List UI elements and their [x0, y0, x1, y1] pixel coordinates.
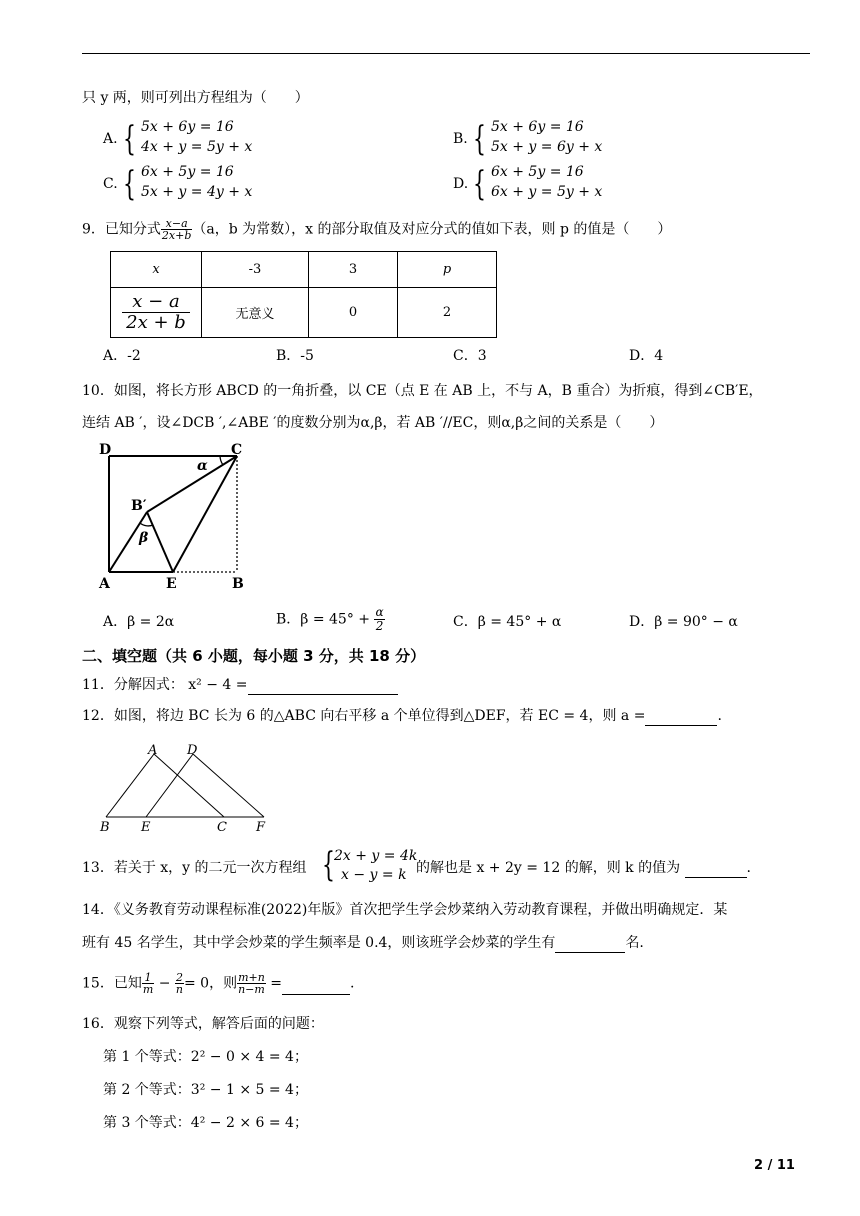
table-cell: 无意义	[202, 288, 309, 338]
q9-option-c[interactable]: C．3	[453, 348, 487, 364]
q16-equation-3: 第 3 个等式：4² − 2 × 6 = 4；	[103, 1115, 308, 1131]
q9-option-a[interactable]: A．-2	[103, 348, 141, 364]
q15-stem: 15．已知 $\frac{1}{m}$ − $\frac{2}{n}$ = 0，则 $\frac{m+n}{n-m}$ = .	[82, 971, 355, 996]
label-a: A	[148, 743, 158, 758]
table-cell: 2	[398, 288, 497, 338]
label-bprime: B′	[131, 498, 147, 514]
q9-option-b[interactable]: B．-5	[276, 348, 314, 364]
page-number: 2 / 11	[754, 1158, 795, 1173]
label-e: E	[166, 576, 177, 592]
label-c: C	[231, 442, 243, 458]
q16-equation-1: 第 1 个等式：2² − 0 × 4 = 4；	[103, 1049, 308, 1065]
label-alpha: α	[197, 458, 208, 474]
answer-blank[interactable]	[685, 861, 747, 878]
label-beta: β	[139, 530, 149, 546]
q16-equation-2: 第 2 个等式：3² − 1 × 5 = 4；	[103, 1082, 308, 1098]
q13-stem: 13．若关于 x，y 的二元一次方程组 { 2x + y = 4k x − y = k 的解也是 x + 2y = 12 的解，则 k 的值为 .	[82, 845, 751, 885]
table-cell: 0	[309, 288, 398, 338]
table-cell: x	[111, 252, 202, 288]
q10-figure	[95, 442, 255, 592]
table-cell: p	[398, 252, 497, 288]
edge-bpe	[147, 512, 173, 572]
q10-stem-line2: 连结 AB ′，设∠DCB ′,∠ABE ′的度数分别为α,β，若 AB ′//EC，则α,β之间的关系是（ ）	[82, 415, 664, 431]
q9-option-d[interactable]: D．4	[629, 348, 664, 364]
q10-option-a[interactable]: A．β = 2α	[103, 614, 175, 630]
label-f: F	[256, 820, 266, 834]
label-a: A	[99, 576, 110, 592]
q14-line2: 班有 45 名学生，其中学会炒菜的学生频率是 0.4，则该班学会炒菜的学生有 名.	[82, 935, 644, 951]
q9-value-table	[110, 251, 497, 338]
q10-option-b[interactable]: B．β = 45° + $\frac{\alpha}{2}$	[276, 605, 384, 633]
label-d: D	[187, 743, 198, 758]
header-rule	[82, 53, 810, 54]
answer-blank[interactable]	[645, 709, 717, 726]
q10-option-c[interactable]: C．β = 45° + α	[453, 614, 562, 630]
answer-blank[interactable]	[555, 936, 625, 953]
table-cell-fraction: $\frac{x - a}{2x + b}$	[111, 288, 202, 338]
table-cell: -3	[202, 252, 309, 288]
q12-stem: 12．如图，将边 BC 长为 6 的△ABC 向右平移 a 个单位得到△DEF，若 EC = 4，则 a = .	[82, 708, 722, 724]
section-heading-fill-in: 二、填空题（共 6 小题，每小题 3 分，共 18 分）	[82, 647, 426, 665]
q10-stem-line1: 10．如图，将长方形 ABCD 的一角折叠，以 CE（点 E 在 AB 上，不与 A，B 重合）为折痕，得到∠CB′E，	[82, 383, 763, 399]
q9-stem: 9．已知分式 $\frac{x-a}{2x+b}$ （a，b 为常数），x 的部分取值及对应分式的值如下表，则 p 的值是（ ）	[82, 217, 672, 242]
q10-option-d[interactable]: D．β = 90° − α	[629, 614, 738, 630]
label-c: C	[217, 820, 227, 834]
label-b: B	[232, 576, 244, 592]
answer-blank[interactable]	[282, 978, 350, 995]
label-d: D	[99, 442, 112, 458]
table-cell: 3	[309, 252, 398, 288]
q16-intro: 16．观察下列等式，解答后面的问题：	[82, 1016, 324, 1032]
edge-cbp	[147, 456, 237, 512]
q8-continuation: 只 y 两，则可列出方程组为（ ）	[82, 90, 309, 106]
answer-blank[interactable]	[248, 678, 398, 695]
label-e: E	[141, 820, 151, 834]
q11: 11．分解因式： x² − 4 =	[82, 675, 398, 695]
q12-figure	[98, 742, 278, 834]
q9-fraction: $\frac{x-a}{2x+b}$	[161, 217, 192, 242]
label-b: B	[100, 820, 110, 834]
q14-line1: 14．《义务教育劳动课程标准(2022)年版》首次把学生学会炒菜纳入劳动教育课程，并做出明确规定．某	[82, 902, 728, 918]
